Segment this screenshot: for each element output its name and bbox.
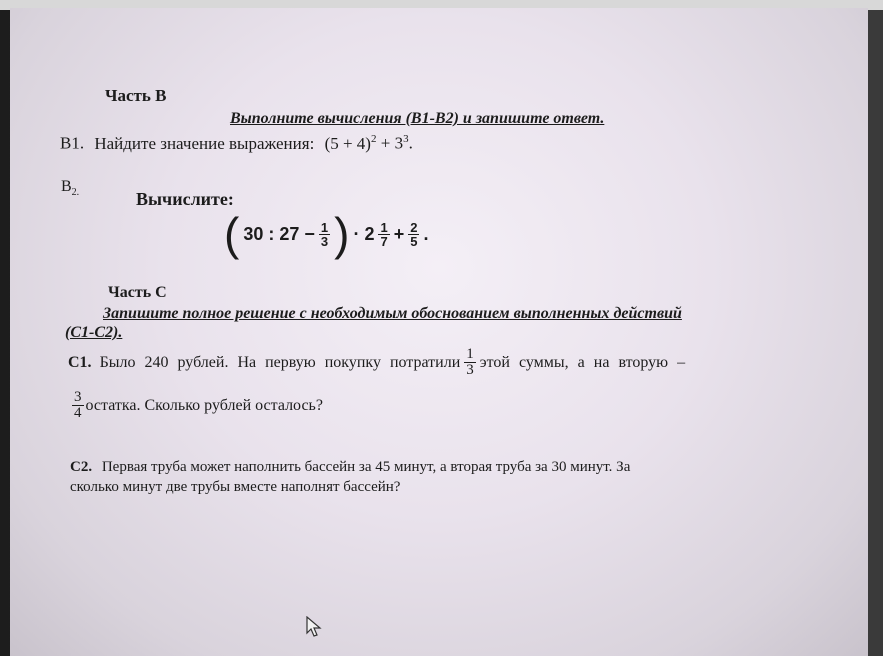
b2-heading: Вычислите: [136,189,234,209]
c1-frac2-den: 4 [74,405,82,421]
b2-dot: · 2 [353,223,375,244]
b2-part1: 30 : 27 − [243,223,315,244]
b2-label [61,178,79,198]
c1-frac2-num: 3 [74,389,82,405]
b1-text: Найдите значение выражения: [94,133,315,153]
c1-text3: остатка. Сколько рублей осталось? [85,396,323,414]
screen [10,8,868,656]
part-c-instruction-line1: Запишите полное решение с необходимым обоснованием выполненных действий [103,305,682,322]
b2-frac3-den: 5 [410,233,418,249]
b2-plus: + [393,223,405,244]
c2-line2: сколько минут две трубы вместе наполнят бассейн? [70,479,401,495]
b1-exp1: 2 [370,133,377,145]
c1-text1: Было 240 рублей. На первую покупку потратили [99,353,461,371]
b2-open-paren: ( [224,208,240,260]
b2-frac3-num: 2 [410,219,418,235]
b2-frac2 [378,221,389,248]
b2-frac1 [319,221,330,248]
b2-frac2-num: 1 [380,219,388,235]
c1-frac2 [72,390,84,421]
c1-row2 [72,390,323,421]
part-b-title: Часть В [105,86,167,105]
part-b-instruction: Выполните вычисления (В1-В2) и запишите ответ. [230,110,605,127]
part-c-instruction-line2: (С1-С2). [65,324,123,341]
c1-frac1-den: 3 [466,362,474,378]
c2-line1 [70,459,630,476]
document-page [10,8,868,656]
c2-label: С2. [70,459,93,475]
b1-expr-base: (5 + 4) [324,133,371,153]
c2-line1-text: Первая труба может наполнить бассейн за 45 минут, а вторая труба за 30 минут. За [101,459,631,475]
c1-row [68,347,768,378]
c1-frac1-num: 1 [466,346,474,362]
b2-end: . [423,223,429,244]
part-c-title: Часть С [108,284,167,301]
c1-label: С1. [68,353,92,371]
b1-expr-end: . [408,133,413,153]
b2-frac1-den: 3 [320,233,329,249]
b2-label-text: В [61,178,72,195]
b2-label-sub: 2. [71,187,80,199]
c1-text2: этой суммы, а на вторую – [479,353,686,371]
b2-close-paren: ) [334,208,350,260]
b2-frac2-den: 7 [380,233,388,249]
b1-label: В1. [60,133,85,153]
mouse-pointer-icon [306,616,322,638]
b1-row [60,133,413,154]
b2-expression [224,208,429,260]
b1-expr-plus: + 3 [376,133,404,153]
b1-exp2: 3 [403,133,409,145]
c1-frac1 [464,347,476,378]
b2-frac1-num: 1 [320,219,329,235]
b2-frac3 [408,221,419,248]
